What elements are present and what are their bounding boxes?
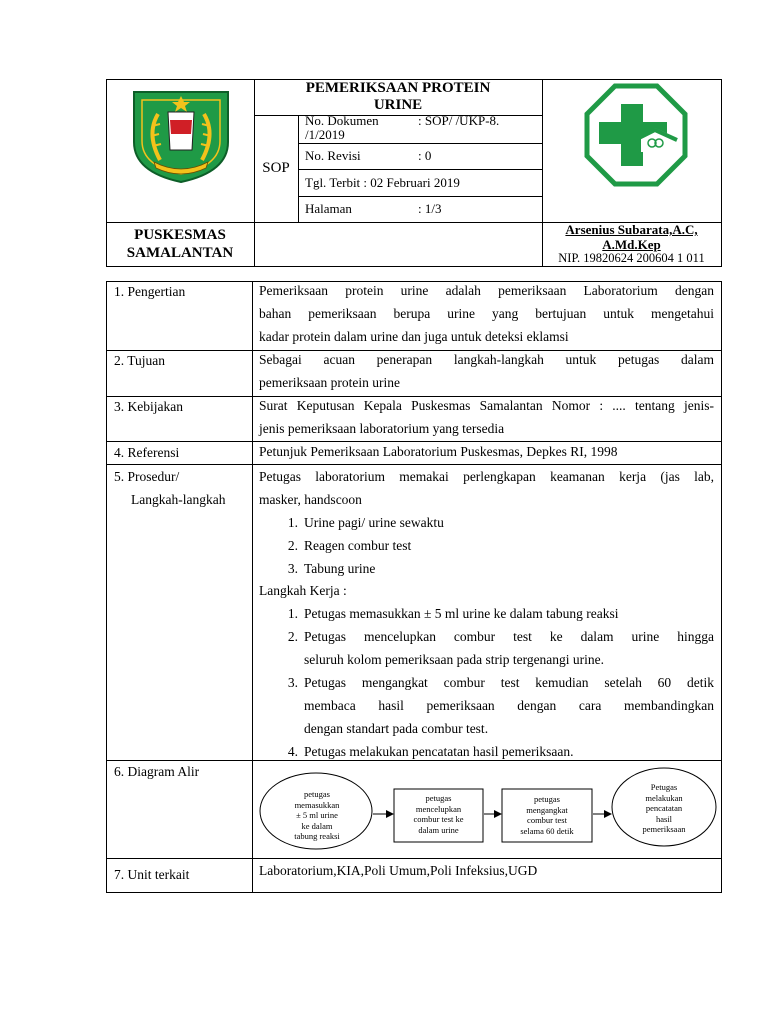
doc-title-line1: PEMERIKSAAN PROTEIN bbox=[305, 80, 491, 96]
flow-node-1-text bbox=[267, 789, 367, 842]
flow-node-line: selama 60 detik bbox=[520, 825, 574, 836]
section-label-referensi: 4. Referensi bbox=[114, 445, 180, 460]
unit-text: Laboratorium,KIA,Poli Umum,Poli Infeksius,UGD bbox=[259, 863, 538, 878]
doc-number-value-cont: /1/2019 bbox=[305, 127, 345, 142]
flow-node-line: ke dalam bbox=[301, 820, 333, 831]
flow-node-2-text bbox=[394, 793, 483, 835]
section-label-prosedur-cont: Langkah-langkah bbox=[131, 492, 226, 507]
referensi-text: Petunjuk Pemeriksaan Laboratorium Puskesmas, Depkes RI, 1998 bbox=[259, 444, 618, 459]
flow-node-3-text bbox=[502, 794, 592, 836]
revision-value: : 0 bbox=[418, 148, 432, 163]
signer-nip: NIP. 19820624 200604 1 011 bbox=[558, 251, 705, 265]
doc-title-line2: URINE bbox=[373, 97, 423, 113]
step-text: membaca hasil pemeriksaan dengan cara membandingkan bbox=[304, 698, 714, 713]
step-num: 3. bbox=[287, 675, 298, 690]
prosedur-intro-line-1: Petugas laboratorium memakai perlengkapan keamanan kerja (jas lab, bbox=[259, 469, 714, 484]
issue-date: Tgl. Terbit : 02 Februari 2019 bbox=[305, 175, 460, 190]
steps-title: Langkah Kerja : bbox=[259, 583, 347, 598]
equipment-list bbox=[278, 511, 714, 580]
flow-node-line: petugas bbox=[304, 789, 330, 799]
flow-node-line: memasukkan bbox=[294, 799, 340, 810]
step-text: Petugas melakukan pencatatan hasil pemeriksaan. bbox=[304, 744, 574, 759]
step-text: Petugas memasukkan ± 5 ml urine ke dalam tabung reaksi bbox=[304, 606, 619, 621]
steps-list bbox=[278, 602, 714, 763]
flow-node-line: hasil bbox=[655, 813, 673, 824]
tujuan-line-1: Sebagai acuan penerapan langkah-langkah untuk petugas dalam bbox=[259, 352, 714, 367]
org-name-line1: PUSKESMAS bbox=[134, 227, 226, 243]
pengertian-line-2: bahan pemeriksaan berupa urine yang bertujuan untuk mengetahui bbox=[259, 306, 714, 321]
section-label-prosedur: 5. Prosedur/ bbox=[114, 469, 180, 484]
flow-node-line: dalam urine bbox=[418, 824, 459, 835]
pengertian-line-3: kadar protein dalam urine dan juga untuk deteksi eklamsi bbox=[259, 329, 569, 344]
equipment-num: 1. bbox=[287, 515, 298, 530]
equipment-num: 2. bbox=[287, 538, 298, 553]
pengertian-line-1: Pemeriksaan protein urine adalah pemeriksaan Laboratorium dengan bbox=[259, 283, 714, 298]
step-text: seluruh kolom pemeriksaan pada strip tergenangi urine. bbox=[304, 652, 605, 667]
tujuan-line-2: pemeriksaan protein urine bbox=[259, 375, 400, 390]
flow-node-line: ± 5 ml urine bbox=[296, 810, 338, 820]
step-text: Petugas mencelupkan combur test ke dalam urine hingga bbox=[304, 629, 714, 644]
section-label-unit: 7. Unit terkait bbox=[114, 867, 190, 882]
step-text: Petugas mengangkat combur test kemudian setelah 60 detik bbox=[304, 675, 714, 690]
step-num: 4. bbox=[287, 744, 298, 759]
page-label: Halaman bbox=[305, 201, 352, 216]
signer-name-line1: Arsenius Subarata,A.C, bbox=[565, 222, 698, 237]
regional-logo-icon bbox=[128, 84, 234, 186]
sop-label: SOP bbox=[262, 160, 290, 176]
org-name-line2: SAMALANTAN bbox=[126, 245, 234, 261]
flow-node-line: combur test bbox=[527, 815, 567, 825]
flow-node-4-text bbox=[619, 782, 709, 835]
page-value: : 1/3 bbox=[418, 201, 442, 216]
section-label-kebijakan: 3. Kebijakan bbox=[114, 399, 183, 414]
flow-node-line: petugas bbox=[425, 793, 452, 803]
flow-node-line: petugas bbox=[534, 794, 560, 804]
doc-number-value: : SOP/ /UKP-8. bbox=[418, 113, 500, 128]
section-label-diagram: 6. Diagram Alir bbox=[114, 764, 200, 779]
puskesmas-logo-icon bbox=[583, 82, 689, 188]
kebijakan-line-1: Surat Keputusan Kepala Puskesmas Samalantan Nomor : .... tentang jenis- bbox=[259, 398, 714, 413]
signer-name-line2: A.Md.Kep bbox=[602, 237, 661, 252]
flow-node-line: combur test ke bbox=[413, 814, 464, 824]
step-text: dengan standart pada combur test. bbox=[304, 721, 489, 736]
flow-node-line: tabung reaksi bbox=[294, 831, 340, 841]
flow-node-line: mengangkat bbox=[526, 804, 568, 815]
doc-number-label: No. Dokumen bbox=[305, 113, 379, 128]
prosedur-intro-line-2: masker, handscoon bbox=[259, 492, 362, 507]
equipment-item: Urine pagi/ urine sewaktu bbox=[304, 515, 444, 530]
step-num: 1. bbox=[287, 606, 298, 621]
flow-node-line: melakukan bbox=[645, 792, 683, 803]
step-num: 2. bbox=[287, 629, 298, 644]
kebijakan-line-2: jenis pemeriksaan laboratorium yang tersedia bbox=[259, 421, 505, 436]
equipment-item: Tabung urine bbox=[304, 561, 376, 576]
flow-node-line: pencatatan bbox=[645, 803, 683, 813]
section-label-tujuan: 2. Tujuan bbox=[114, 353, 166, 368]
flow-node-line: mencelupkan bbox=[415, 803, 462, 814]
section-label-pengertian: 1. Pengertian bbox=[114, 284, 186, 299]
equipment-item: Reagen combur test bbox=[304, 538, 412, 553]
flow-node-line: pemeriksaan bbox=[642, 824, 686, 834]
revision-label: No. Revisi bbox=[305, 148, 361, 163]
flow-node-line: Petugas bbox=[650, 782, 678, 792]
equipment-num: 3. bbox=[287, 561, 298, 576]
